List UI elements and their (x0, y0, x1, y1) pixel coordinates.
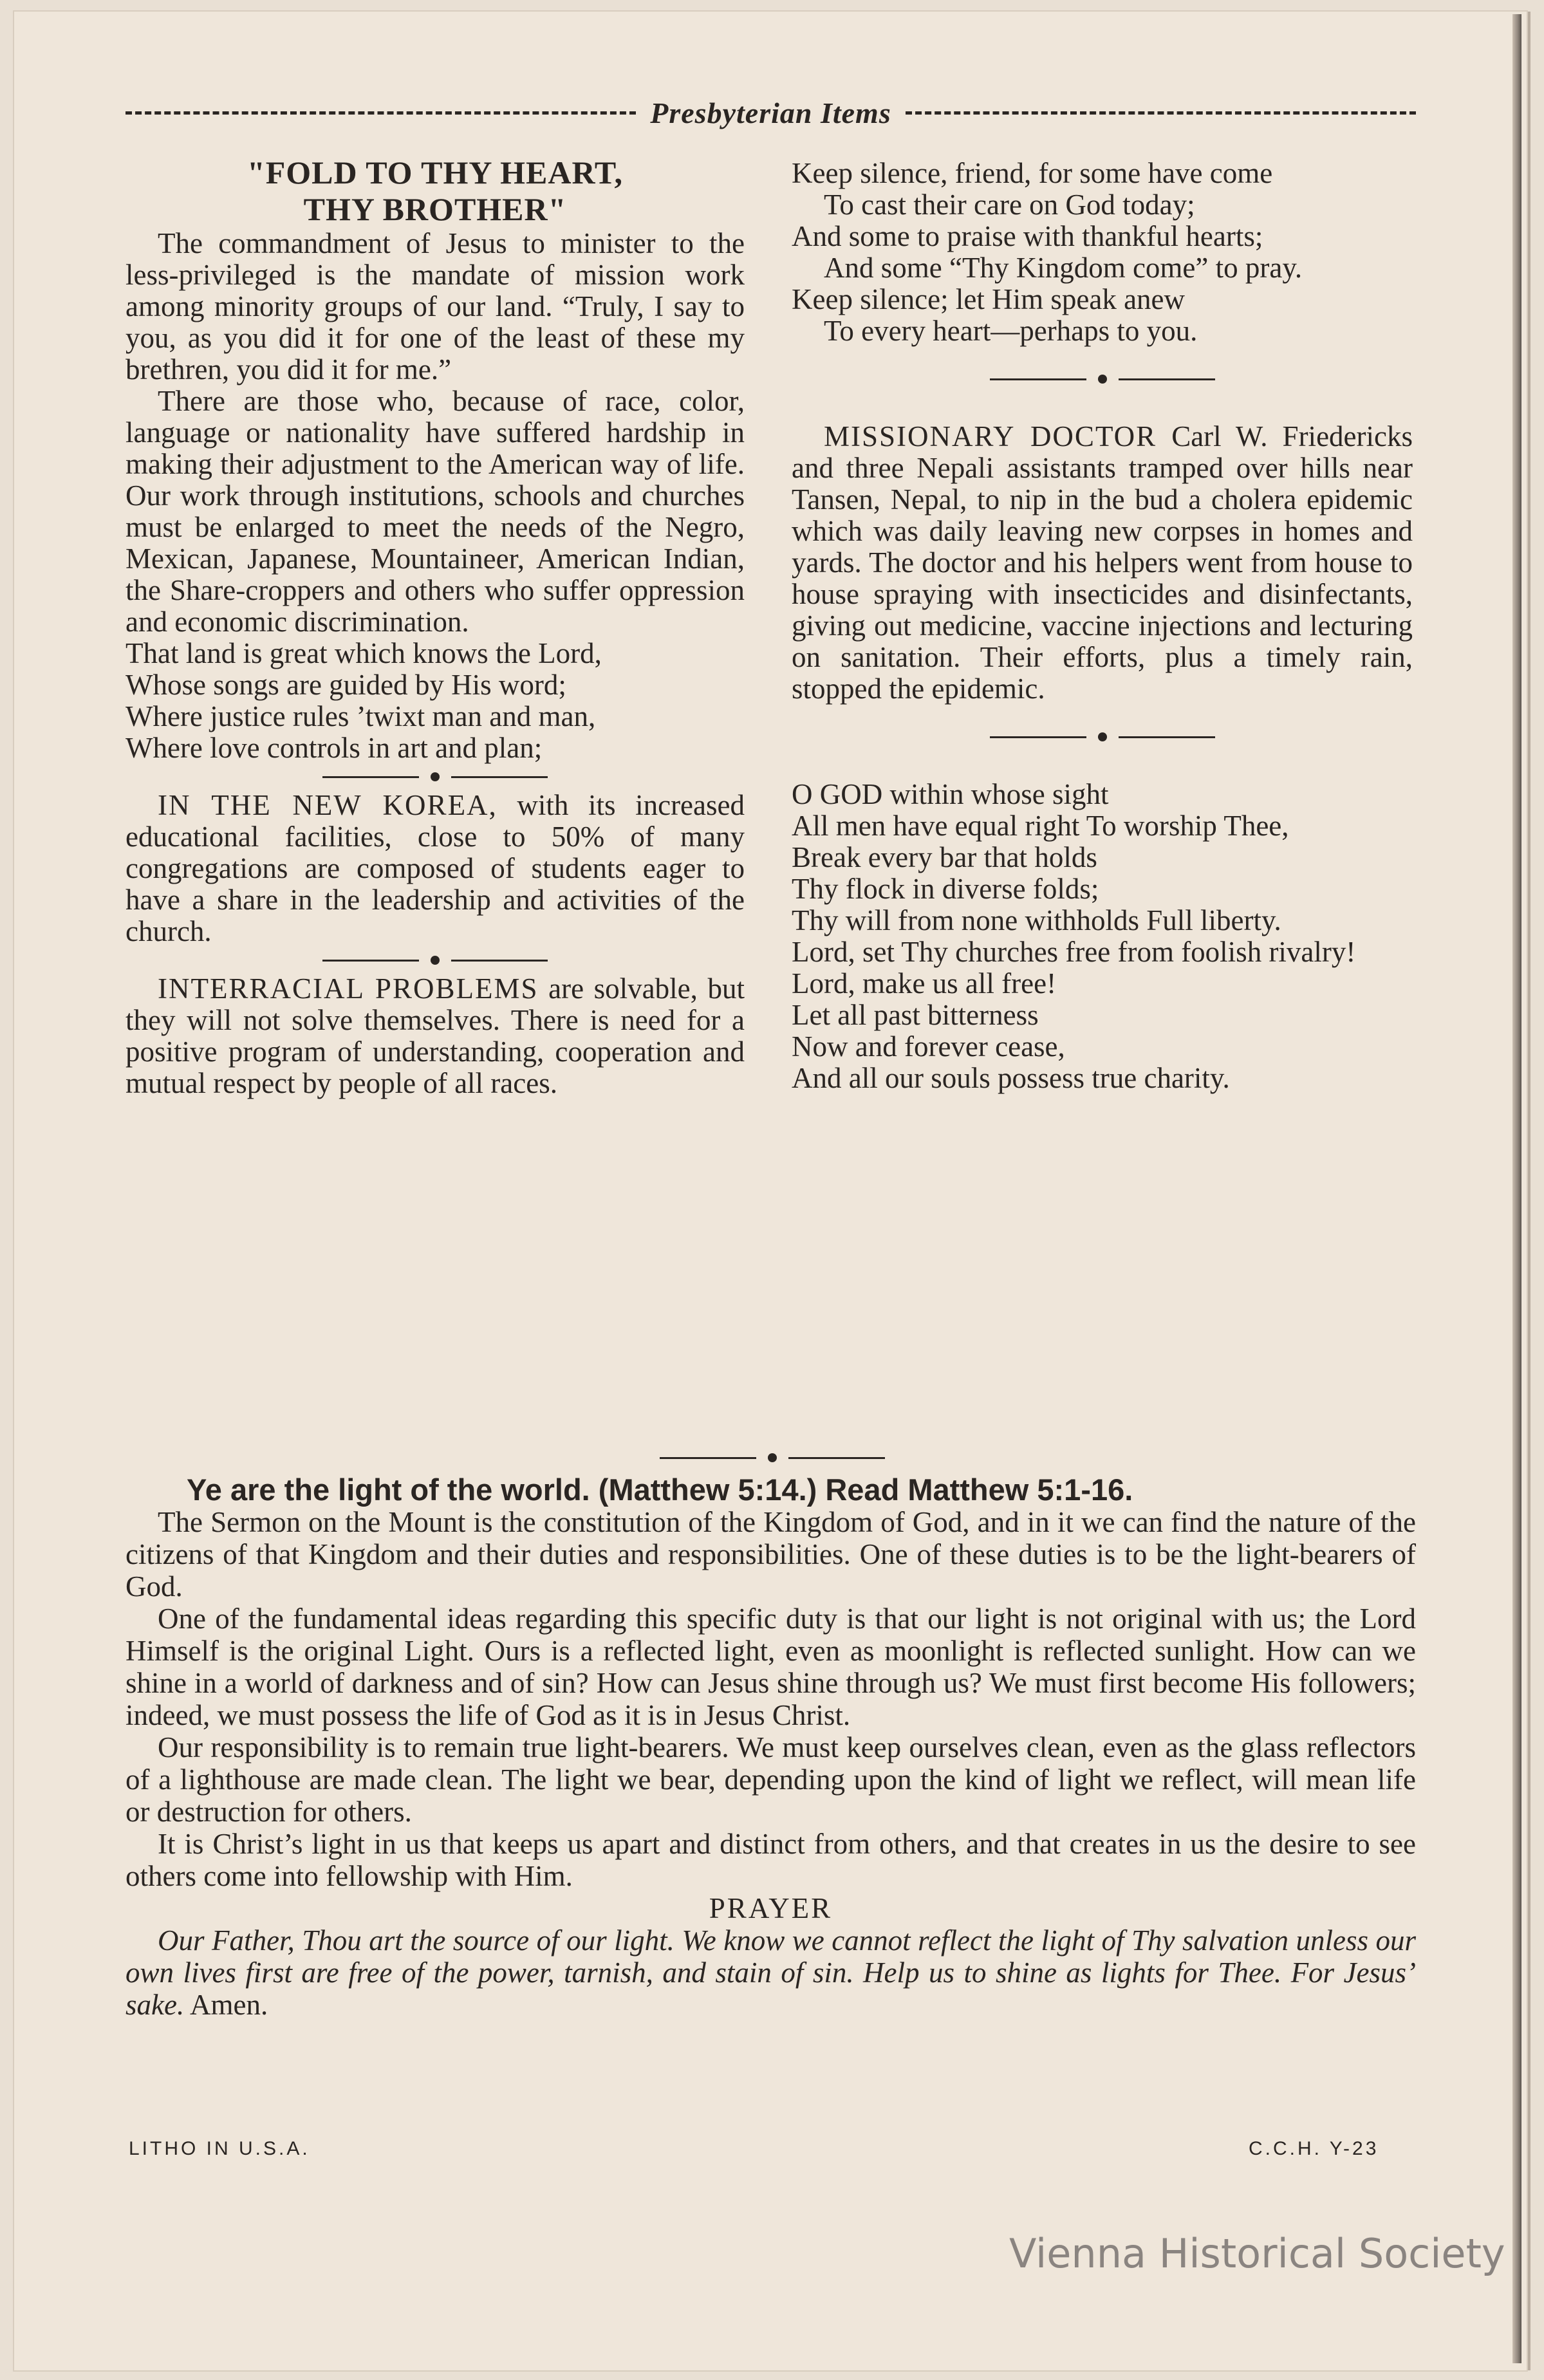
hymn-line: And all our souls possess true charity. (792, 1062, 1230, 1094)
poem-line: To cast their care on God today; (824, 189, 1195, 221)
article-heading-fold (126, 154, 745, 228)
section-divider (126, 764, 745, 790)
heading-line-2: THY BROTHER" (303, 191, 567, 227)
doctor-lead: MISSIONARY DOCTOR (824, 420, 1157, 452)
fold-verse (126, 638, 745, 764)
doctor-item (792, 421, 1413, 705)
doctor-text: Carl W. Friedericks and three Nepali assistants tramped over hills near Tansen, Nepal, to nip in the bud a cholera epidemic which was daily leaving new corpses in homes and yards. The doctor and his helpers went from house to house spraying with insecticides and disinfectants, giving out medicine, vaccine injections and lecturing on sanitation. Their efforts, plus a timely rain, stopped the epidemic. (792, 420, 1413, 705)
fold-paragraph-2: There are those who, because of race, color, language or nationality have suffered hardship in making their adjustment to the American way of life. Our work through institutions, schools and churches must be enlarged to meet the needs of the Negro, Mexican, Japanese, Mountaineer, American Indian, the Share-croppers and others who suffer oppression and economic discrimination. (126, 385, 745, 638)
divider-dot-icon (1098, 375, 1107, 384)
footer-litho: LITHO IN U.S.A. (129, 2138, 310, 2159)
poem-line: And some to praise with thankful hearts; (792, 220, 1263, 252)
hymn-line: Let all past bitterness (792, 999, 1039, 1031)
poem-line: Keep silence; let Him speak anew (792, 283, 1186, 315)
watermark: Vienna Historical Society (1009, 2230, 1505, 2277)
interracial-item (126, 973, 745, 1099)
section-divider (126, 947, 745, 973)
hymn-line: Lord, make us all free! (792, 967, 1057, 999)
devotion-paragraph: It is Christ’s light in us that keeps us apart and distinct from others, and that creates in us the desire to see others come into fellowship with Him. (126, 1828, 1416, 1892)
hymn-line: All men have equal right To worship Thee, (792, 810, 1289, 842)
hymn-line: Break every bar that holds (792, 841, 1097, 873)
devotion-paragraph: The Sermon on the Mount is the constitution of the Kingdom of God, and in it we can find the nature of the citizens of that Kingdom and their duties and responsibilities. One of these duties is to be the light-bearers of God. (126, 1506, 1416, 1603)
hymn-line: Thy will from none withholds Full liberty. (792, 904, 1281, 936)
devotion-paragraph: Our responsibility is to remain true light-bearers. We must keep ourselves clean, even as the glass reflectors of a lighthouse are made clean. The light we bear, depending upon the kind of light we reflect, will mean life or destruction for others. (126, 1731, 1416, 1828)
section-divider (644, 1445, 901, 1471)
verse-line: Where love controls in art and plan; (126, 732, 543, 764)
fold-paragraph-1: The commandment of Jesus to minister to the less-privileged is the mandate of mission work among minority groups of our land. “Truly, I say to you, as you did it for one of the least of these my brethren, you did it for me.” (126, 227, 745, 386)
divider-dot-icon (431, 772, 440, 781)
page-header (126, 97, 1416, 129)
verse-line: Whose songs are guided by His word; (126, 669, 566, 701)
hymn-line: Lord, set Thy churches free from foolish rivalry! (792, 936, 1356, 968)
verse-line: That land is great which knows the Lord, (126, 637, 602, 669)
prayer (126, 1924, 1416, 2021)
header-rule-left (126, 111, 636, 115)
prayer-amen: Amen. (184, 1989, 268, 2021)
devotion-paragraph: One of the fundamental ideas regarding this specific duty is that our light is not original with us; the Lord Himself is the original Light. Ours is a reflected light, even as moonlight is reflected sunlight. How can we shine in a world of darkness and of sin? How can Jesus shine through us? We must first become His followers; indeed, we must possess the life of God as it is in Jesus Christ. (126, 1603, 1416, 1731)
poem-line: And some “Thy Kingdom come” to pray. (824, 252, 1303, 284)
divider-dot-icon (768, 1453, 777, 1462)
page-edge (1512, 14, 1521, 2363)
header-title: Presbyterian Items (650, 96, 891, 129)
hymn-line: Now and forever cease, (792, 1030, 1065, 1063)
hymn-line: O GOD within whose sight (792, 778, 1109, 810)
hymn (792, 779, 1413, 1094)
section-divider (792, 366, 1413, 392)
devotion-section (126, 1474, 1416, 2021)
poem-line: Keep silence, friend, for some have come (792, 157, 1273, 189)
devotion-heading: Ye are the light of the world. (Matthew 5:14.) Read Matthew 5:1-16. (187, 1473, 1133, 1507)
interracial-text: are solvable, but they will not solve themselves. There is need for a positive program of understanding, cooperation and mutual respect by people of all races. (126, 972, 745, 1099)
section-divider (792, 724, 1413, 750)
hymn-line: Thy flock in diverse folds; (792, 873, 1099, 905)
prayer-label: PRAYER (709, 1892, 833, 1924)
poem-line: To every heart—perhaps to you. (824, 315, 1198, 347)
verse-line: Where justice rules ’twixt man and man, (126, 700, 596, 732)
heading-line-1: "FOLD TO THY HEART, (246, 154, 623, 191)
header-rule-right (906, 111, 1416, 115)
interracial-lead: INTERRACIAL PROBLEMS (158, 972, 539, 1005)
divider-dot-icon (431, 956, 440, 965)
korea-lead: IN THE NEW KOREA, (158, 789, 498, 821)
right-column (792, 158, 1413, 1094)
korea-text: with its increased educational facilities, close to 50% of many congregations are composed of students eager to have a share in the leadership and activities of the church. (126, 789, 745, 947)
silence-poem (792, 158, 1413, 347)
divider-dot-icon (1098, 732, 1107, 741)
footer-code: C.C.H. Y-23 (1249, 2138, 1379, 2159)
prayer-text: Our Father, Thou art the source of our light. We know we cannot reflect the light of Thy salvation unless our own lives first are free of the power, tarnish, and stain of sin. Help us to shine as lights for Thee. For Jesus’ sake. (126, 1924, 1416, 2021)
korea-item (126, 790, 745, 947)
left-column (126, 154, 745, 1099)
